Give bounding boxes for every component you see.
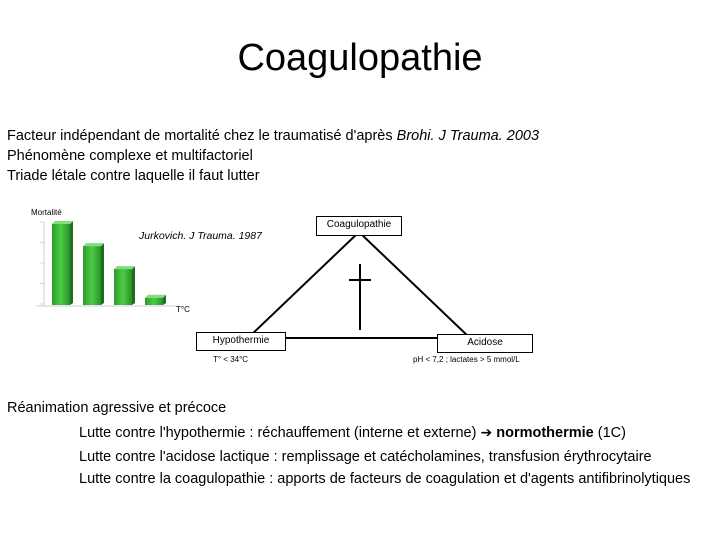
chart-bar-side <box>132 266 135 305</box>
footer-heading: Réanimation agressive et précoce <box>7 400 227 416</box>
chart-bar <box>52 224 70 305</box>
acidose-box: Acidose <box>437 334 533 353</box>
footer-item-1-bold: normothermie <box>492 425 594 441</box>
chart-bar-top <box>114 266 135 269</box>
footer-block <box>7 396 719 489</box>
chart-bar-side <box>70 221 73 305</box>
intro-citation: Brohi. J Trauma. 2003 <box>396 128 540 144</box>
chart-citation: Jurkovich. J Trauma. 1987 <box>139 230 262 242</box>
chart-bar <box>145 298 163 305</box>
footer-item-coagulopathy: Lutte contre la coagulopathie : apports de facteurs de coagulation et d'agents antifibrinolytiques <box>79 471 691 487</box>
chart-bar-top <box>83 243 104 246</box>
arrow-right-icon: ➔ <box>480 424 493 440</box>
intro-line-3: Triade létale contre laquelle il faut lutter <box>7 168 260 184</box>
hypothermie-threshold: T° < 34°C <box>213 355 249 364</box>
hypothermie-box: Hypothermie <box>196 332 286 351</box>
footer-item-1-text: Lutte contre l'hypothermie : réchauffement (interne et externe) <box>79 425 481 441</box>
chart-bar-top <box>145 295 166 298</box>
footer-item-hypothermia <box>7 420 719 445</box>
chart-bar <box>114 269 132 305</box>
chart-x-label: T°C <box>176 305 190 314</box>
chart-y-label: Mortalité <box>31 208 62 217</box>
coagulopathie-box: Coagulopathie <box>316 216 402 236</box>
chart-bar <box>83 246 101 305</box>
footer-item-acidosis: Lutte contre l'acidose lactique : remplissage et catécholamines, transfusion érythrocytaire <box>79 449 652 465</box>
chart-bar-side <box>101 243 104 305</box>
intro-line-1-text: Facteur indépendant de mortalité chez le traumatisé d'après <box>7 128 397 144</box>
page-title: Coagulopathie <box>237 37 483 79</box>
intro-line-2: Phénomène complexe et multifactoriel <box>7 148 253 164</box>
lethal-triad-diagram <box>248 232 470 338</box>
footer-item-1-grade: (1C) <box>593 425 626 441</box>
acidose-threshold: pH < 7,2 ; lactates > 5 mmol/L <box>413 355 520 364</box>
chart-bar-top <box>52 221 73 224</box>
